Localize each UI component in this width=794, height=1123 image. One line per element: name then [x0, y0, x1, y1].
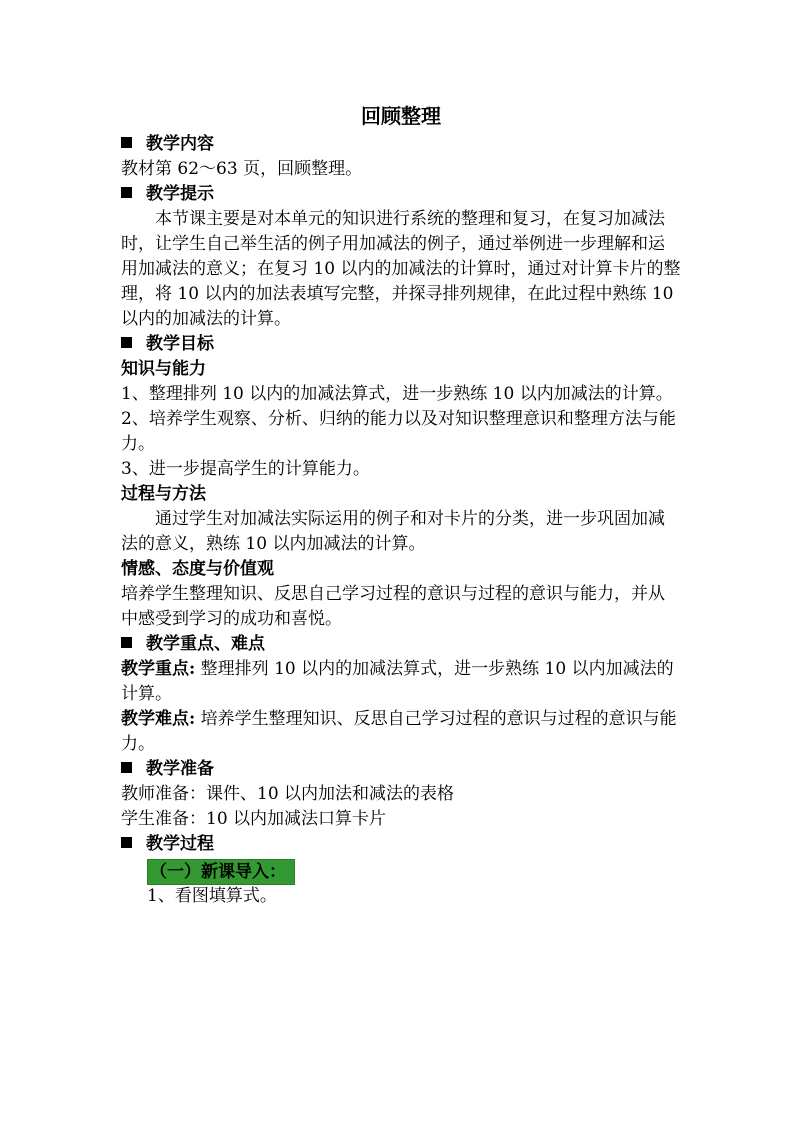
square-bullet-icon [121, 187, 132, 198]
square-bullet-icon [121, 762, 132, 773]
key-point-body: 整理排列 10 以内的加减法算式，进一步熟练 10 以内加减法的计算。 [121, 659, 674, 704]
section-heading-text: 教学提示 [146, 184, 214, 204]
page-title: 回顾整理 [361, 104, 441, 128]
section-heading-process [121, 832, 681, 857]
teacher-prep: 教师准备：课件、10 以内加法和减法的表格 [121, 784, 455, 804]
difficulty-body: 培养学生整理知识、反思自己学习过程的意识与过程的意识与能力。 [121, 709, 677, 754]
section-heading-hints [121, 182, 681, 207]
difficulty-label: 教学难点: [121, 709, 196, 729]
banner-row [147, 859, 681, 884]
section-heading-goals [121, 332, 681, 357]
goal-item: 2、培养学生观察、分析、归纳的能力以及对知识整理意识和整理方法与能力。 [121, 409, 676, 454]
section-heading-text: 教学目标 [146, 334, 214, 354]
square-bullet-icon [121, 637, 132, 648]
key-point-text [121, 657, 681, 707]
content-text: 教材第 62～63 页，回顾整理。 [121, 159, 363, 179]
square-bullet-icon [121, 837, 132, 848]
goal-item: 3、进一步提高学生的计算能力。 [121, 459, 370, 479]
student-prep: 学生准备：10 以内加减法口算卡片 [121, 809, 387, 829]
document-body [121, 102, 681, 909]
section-heading-preparation [121, 757, 681, 782]
square-bullet-icon [121, 137, 132, 148]
hints-text: 本节课主要是对本单元的知识进行系统的整理和复习，在复习加减法时，让学生自己举生活的例子用加减法的例子，通过举例进一步理解和运用加减法的意义；在复习 10 以内的加减法的计算时，通过对计算卡片的整理，将 10 以内的加法表填写完整，并探寻排列规律，在此过程中熟练 10 以内的加减法的计算。 [121, 209, 681, 329]
goal-item: 1、整理排列 10 以内的加减法算式，进一步熟练 10 以内加减法的计算。 [121, 384, 673, 404]
section-heading-text: 教学内容 [146, 134, 214, 154]
attitude-text: 培养学生整理知识、反思自己学习过程的意识与过程的意识与能力，并从中感受到学习的成功和喜悦。 [121, 584, 665, 629]
section-heading-content [121, 132, 681, 157]
subheading-process: 过程与方法 [121, 484, 206, 504]
subheading-knowledge: 知识与能力 [121, 359, 206, 379]
section-heading-text: 教学重点、难点 [146, 634, 265, 654]
subheading-attitude: 情感、态度与价值观 [121, 559, 274, 579]
key-point-label: 教学重点: [121, 659, 196, 679]
difficulty-text [121, 707, 681, 757]
square-bullet-icon [121, 337, 132, 348]
section-heading-text: 教学准备 [146, 759, 214, 779]
section-heading-key-points [121, 632, 681, 657]
step-item: 1、看图填算式。 [147, 886, 277, 906]
section-heading-text: 教学过程 [146, 834, 214, 854]
intro-banner: （一）新课导入： [147, 859, 295, 885]
process-text: 通过学生对加减法实际运用的例子和对卡片的分类，进一步巩固加减法的意义，熟练 10 以内加减法的计算。 [121, 509, 665, 554]
